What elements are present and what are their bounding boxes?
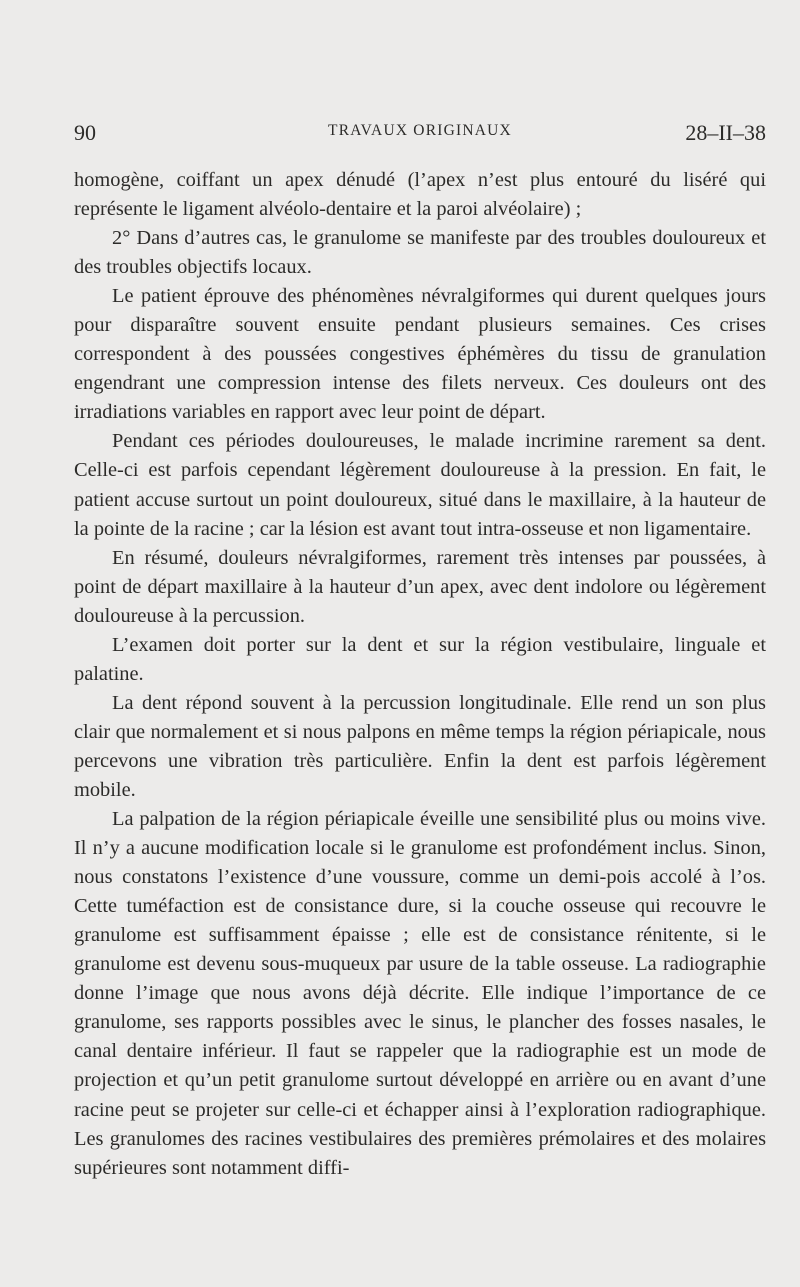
paragraph-palpation: La palpation de la région périapicale éveille une sensibilité plus ou moins vive. Il n’y a aucune modification locale si le granulome est profondément inclus. Sinon, nous constatons l’existence d’une voussure, comme un demi-pois accolé à l’os. Cette tuméfaction est de consistance dure, si la couche osseuse qui recouvre le granulome est suffisamment épaisse ; elle est de consistance rénitente, si le granulome est devenu sous-muqueux par usure de la table osseuse. La radiographie donne l’image que nous avons déjà décrite. Elle indique l’importance de ce granulome, ses rapports possibles avec le sinus, le plancher des fosses nasales, le canal dentaire inférieur. Il faut se rappeler que la radiographie est un mode de projection et qu’un petit granulome surtout développé en arrière ou en avant d’une racine peut se projeter sur celle-ci et échapper ainsi à l’exploration radiographique. Les granulomes des racines vestibulaires des premières prémolaires et des molaires supérieures sont notamment diffi-	[74, 808, 766, 1179]
body-text	[74, 166, 766, 1183]
running-title: TRAVAUX ORIGINAUX	[328, 122, 512, 139]
paragraph-painful-periods: Pendant ces périodes douloureuses, le malade incrimine rarement sa dent. Celle-ci est parfois cependant légèrement douloureuse à la pression. En fait, le patient accuse surtout un point douloureux, situé dans le maxillaire, à la hauteur de la pointe de la racine ; car la lésion est avant tout intra-osseuse et non ligamentaire.	[74, 430, 766, 540]
paragraph-percussion: La dent répond souvent à la percussion longitudinale. Elle rend un son plus clair que normalement et si nous palpons en même temps la région périapicale, nous percevons une vibration très particulière. Enfin la dent est parfois légèrement mobile.	[74, 691, 766, 801]
paragraph-summary: En résumé, douleurs névralgiformes, rarement très intenses par poussées, à point de départ maxillaire à la hauteur d’un apex, avec dent indolore ou légèrement douloureuse à la percussion.	[74, 546, 766, 627]
paragraph-symptoms: Le patient éprouve des phénomènes névralgiformes qui durent quelques jours pour disparaître souvent ensuite pendant plusieurs semaines. Ces crises correspondent à des poussées congestives éphémères du tissu de granulation engendrant une compression intense des filets nerveux. Ces douleurs ont des irradiations variables en rapport avec leur point de départ.	[74, 285, 766, 424]
paragraph-continued: homogène, coiffant un apex dénudé (l’apex n’est plus entouré du liséré qui représente le ligament alvéolo-dentaire et la paroi alvéolaire) ;	[74, 169, 766, 221]
page-number: 90	[74, 120, 96, 145]
running-header	[74, 120, 766, 146]
issue-date: 28–II–38	[685, 120, 766, 145]
paragraph-examination: L’examen doit porter sur la dent et sur la région vestibulaire, linguale et palatine.	[74, 633, 766, 685]
paragraph-second-case: 2° Dans d’autres cas, le granulome se manifeste par des troubles douloureux et des troubles objectifs locaux.	[74, 227, 766, 279]
